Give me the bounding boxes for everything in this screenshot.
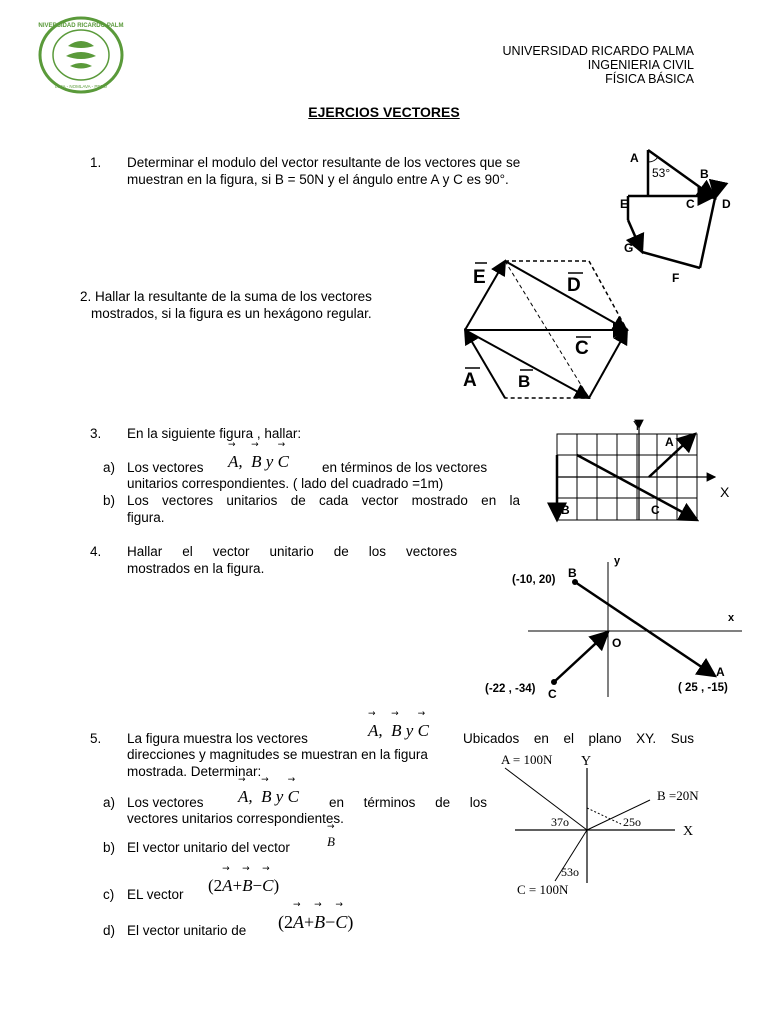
page-title: EJERCIOS VECTORES [308, 104, 460, 120]
header-university: UNIVERSIDAD RICARDO PALMA [502, 44, 694, 58]
p5-figure [495, 748, 725, 898]
p1-label-b: B [700, 167, 709, 181]
p3-number: 3. [90, 426, 102, 441]
p2-line2: mostrados, si la figura es un hexágono regular. [91, 305, 372, 321]
p4-line2: mostrados en la figura. [127, 561, 265, 576]
p5-number: 5. [90, 731, 102, 746]
p4-figure [480, 552, 750, 702]
p3-comma: , [238, 452, 243, 471]
p1-line2: muestran en la figura, si B = 50N y el ángulo entre A y C es 90°. [127, 171, 509, 187]
p5-angle-25: 25o [623, 815, 641, 829]
p5b-vec-b: → B [327, 834, 335, 850]
p5-d-expression [278, 912, 353, 933]
p5-label-b: B =20N [657, 788, 699, 803]
p5-angle-37: 37o [551, 815, 569, 829]
p3-b-line2: figura. [127, 510, 165, 525]
p5c-vec-a: → A [222, 876, 232, 896]
p3-a-text1: Los vectores [127, 460, 204, 475]
p5-line1b: Ubicados en el plano XY. Sus [463, 731, 694, 746]
p3-y: y [265, 452, 274, 471]
p5-d-label: d) [103, 923, 116, 938]
p5-a-vectors [238, 787, 299, 807]
p5a-vec-a: → A [238, 787, 248, 807]
p1-label-f: F [672, 271, 680, 285]
p5-vec-a: → A [368, 721, 378, 741]
p3-intro: En la siguiente figura , hallar: [127, 426, 302, 441]
p5-b-text: El vector unitario del vector [127, 840, 290, 855]
p5-vec-b: → B [391, 721, 401, 741]
p3-b-line1: Los vectores unitarios de cada vector mostrado en la [127, 493, 520, 508]
p3-a-label: a) [103, 460, 116, 475]
p5a-vec-c: → C [288, 787, 299, 807]
p2-text [80, 289, 440, 322]
p4-number: 4. [90, 544, 102, 559]
p5-vectors [368, 721, 429, 741]
p4-vector-c [554, 632, 608, 682]
p5-b-label: b) [103, 840, 116, 855]
logo-bottom-text: LIMA - NOMLAVA - PERÚ [55, 84, 107, 89]
p3-a-vectors [228, 452, 289, 472]
p5c-vec-c: → C [262, 876, 273, 896]
p2-label-d: D [567, 275, 581, 296]
p5-label-a: A = 100N [501, 752, 553, 767]
p1-text [127, 155, 587, 188]
p5-label-y: Y [581, 754, 592, 769]
p5-comma: , [378, 721, 383, 740]
p3-label-x: X [720, 484, 730, 500]
p5c-vec-b: → B [242, 876, 252, 896]
p4-line1: Hallar el vector unitario de los vectores [127, 544, 457, 559]
p5d-vec-b: → B [314, 912, 325, 933]
p5-y: y [405, 721, 414, 740]
p1-label-g: G [624, 241, 634, 255]
p5d-two: 2 [284, 912, 293, 932]
p5d-rparen: ) [347, 912, 354, 932]
p2-side [589, 330, 627, 398]
p5-d-text: El vector unitario de [127, 923, 247, 938]
p3-vec-b: → B [251, 452, 261, 472]
p5d-vec-a: → A [293, 912, 304, 933]
p5c-two: 2 [213, 876, 223, 895]
p3-a-line2: unitarios correspondientes. ( lado del cuadrado =1m) [127, 476, 444, 491]
p4-label-y: y [614, 555, 621, 567]
p1-vector-f [642, 252, 700, 268]
p5d-minus: − [325, 912, 336, 932]
p2-label-e: E [473, 267, 486, 288]
p5-c-text: EL vector [127, 887, 184, 902]
p2-vector-d [505, 261, 627, 330]
p5-a-text1: Los vectores [127, 795, 204, 810]
p4-label-a: A [716, 665, 725, 679]
p5-a-text2: en términos de los [329, 795, 487, 810]
p2-label-a: A [463, 370, 477, 391]
p3-label-y: Y [633, 418, 642, 433]
p5-b-vector [327, 834, 335, 850]
p4-label-c: C [548, 687, 557, 701]
p1-label-e: E [620, 197, 629, 211]
p2-label-b: B [518, 372, 531, 391]
p5d-vec-c: → C [335, 912, 347, 933]
p5c-minus: − [252, 876, 263, 895]
p3-vec-a: → A [228, 452, 238, 472]
p5-label-x: X [683, 824, 694, 839]
p1-label-d: D [722, 197, 731, 211]
p4-point-a: ( 25 , -15) [678, 682, 728, 694]
p4-point-c: (-22 , -34) [485, 683, 536, 695]
p2-label-c: C [575, 338, 589, 359]
p5-a-label: a) [103, 795, 116, 810]
p3-label-a: A [665, 435, 674, 449]
p5a-vec-b: → B [261, 787, 271, 807]
p5-label-c: C = 100N [517, 882, 569, 897]
p1-line1: Determinar el modulo del vector resultante de los vectores que se [127, 155, 521, 170]
p3-label-b: B [561, 503, 570, 517]
p1-label-angle: 53° [652, 166, 671, 180]
p5a-y: y [275, 787, 284, 806]
p1-vector-d [700, 198, 715, 268]
p3-label-c: C [651, 503, 660, 517]
header-course: FÍSICA BÁSICA [605, 72, 694, 86]
p5-vec-c: → C [418, 721, 429, 741]
p1-label-a: A [630, 151, 639, 165]
p3-vec-c: → C [278, 452, 289, 472]
p4-label-origin: O [612, 636, 622, 650]
p4-label-x: x [728, 612, 735, 624]
logo-ring-text: UNIVERSIDAD RICARDO PALMA [38, 23, 124, 29]
p5-line3: mostrada. Determinar: [127, 764, 262, 779]
p1-number: 1. [90, 155, 102, 170]
p5c-lparen: ( [208, 876, 214, 895]
p2-figure [455, 255, 640, 405]
p1-label-c: C [686, 197, 695, 211]
p5c-rparen: ) [273, 876, 280, 895]
p5-a-line2: vectores unitarios correspondientes. [127, 811, 344, 826]
header-block [503, 44, 694, 86]
p4-label-b: B [568, 566, 577, 580]
p5-c-expression [208, 876, 279, 896]
university-logo [38, 16, 124, 94]
p2-line1: 2. Hallar la resultante de la suma de los vectores [80, 289, 372, 304]
p5-line1a: La figura muestra los vectores [127, 731, 308, 746]
p5d-plus: + [304, 912, 315, 932]
p5d-lparen: ( [278, 912, 284, 932]
p5a-comma: , [248, 787, 253, 806]
p4-vector-ba [575, 582, 715, 676]
p5-c-label: c) [103, 887, 115, 902]
p3-figure [545, 410, 745, 525]
p3-b-label: b) [103, 493, 116, 508]
header-faculty: INGENIERIA CIVIL [587, 58, 694, 72]
p5-line2: direcciones y magnitudes se muestran en la figura [127, 747, 428, 762]
p5-angle-53: 53o [561, 865, 579, 879]
p3-a-text2: en términos de los vectores [322, 460, 488, 475]
p5-vector-a [505, 768, 587, 830]
p5c-plus: + [232, 876, 243, 895]
p4-point-b: (-10, 20) [512, 574, 556, 586]
